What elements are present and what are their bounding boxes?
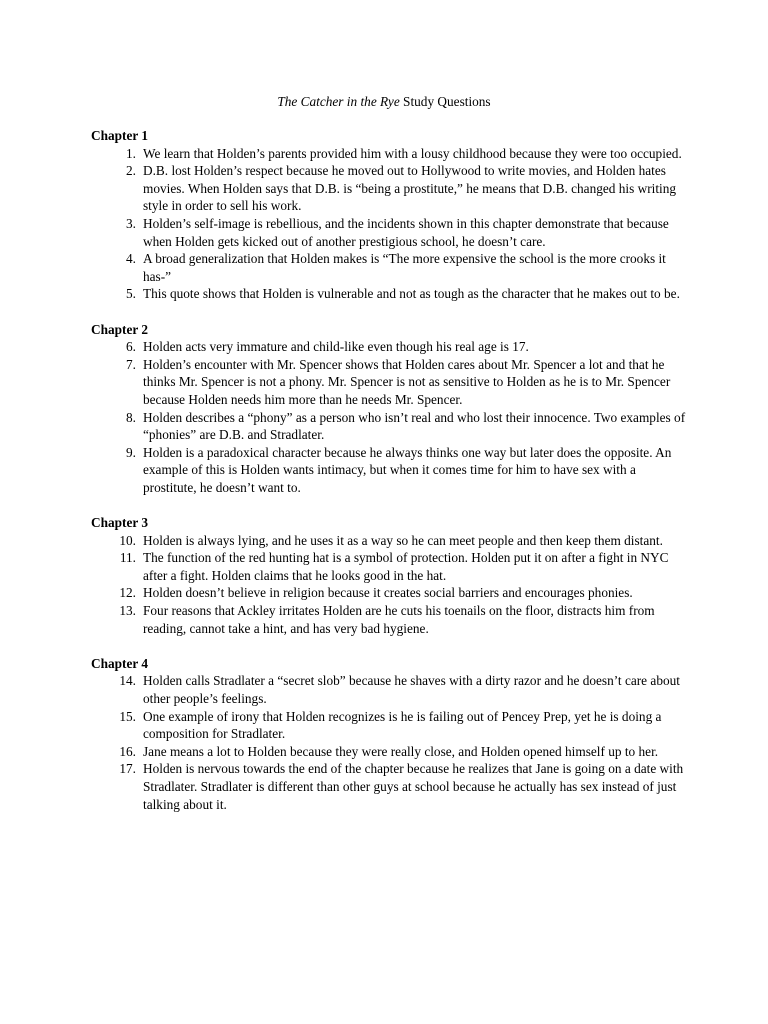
chapter-section: [91, 321, 691, 497]
list-item: [91, 145, 691, 163]
item-text: Jane means a lot to Holden because they were really close, and Holden opened himself up to her.: [143, 743, 659, 759]
list-item: [91, 444, 691, 497]
chapter-section: [91, 514, 691, 637]
question-list: [91, 145, 691, 303]
item-number: 10.: [119, 532, 136, 548]
chapter-heading: Chapter 1: [91, 128, 149, 143]
item-text: Holden describes a “phony” as a person who isn’t real and who lost their innocence. Two examples of “phonies” are D.B. and Stradlater.: [143, 409, 686, 443]
list-item: [91, 602, 691, 637]
chapter-section: [91, 655, 691, 813]
item-text: Holden is nervous towards the end of the chapter because he realizes that Jane is going on a date with Stradlater. Stradlater is different than other guys at school because he actually has sex instead of just talking about it.: [143, 761, 684, 812]
item-number: 4.: [126, 251, 136, 267]
chapter-heading: Chapter 2: [91, 321, 149, 337]
list-item: [91, 532, 691, 550]
item-text: Holden’s self-image is rebellious, and the incidents shown in this chapter demonstrate that because when Holden gets kicked out of another prestigious school, he doesn’t care.: [143, 215, 669, 249]
item-text: Holden’s encounter with Mr. Spencer shows that Holden cares about Mr. Spencer a lot and that he thinks Mr. Spencer is not a phony. Mr. Spencer is not as sensitive to Holden as he is to Mr. Spencer because Holden needs him more than he needs Mr. Spencer.: [143, 356, 671, 407]
document-title: [0, 93, 768, 111]
question-list: [91, 338, 691, 496]
item-number: 12.: [119, 585, 136, 601]
item-text: The function of the red hunting hat is a symbol of protection. Holden put it on after a fight in NYC after a fight. Holden claims that he looks good in the hat.: [143, 550, 669, 583]
chapter-section: [91, 127, 691, 303]
item-number: 17.: [119, 761, 136, 777]
list-item: [91, 285, 691, 303]
document-body: [91, 127, 691, 831]
item-text: One example of irony that Holden recognizes is he is failing out of Pencey Prep, yet he is doing a composition for Stradlater.: [143, 708, 662, 742]
item-text: Four reasons that Ackley irritates Holden are he cuts his toenails on the floor, distracts him from reading, cannot take a hint, and has very bad hygiene.: [143, 603, 655, 636]
item-text: A broad generalization that Holden makes is “The more expensive the school is the more crooks it has-”: [143, 251, 666, 284]
list-item: [91, 338, 691, 356]
item-number: 2.: [126, 163, 136, 179]
list-item: [91, 743, 691, 761]
item-text: Holden acts very immature and child-like even though his real age is 17.: [143, 339, 529, 355]
chapter-heading: Chapter 3: [91, 515, 149, 531]
item-number: 6.: [126, 339, 136, 355]
list-item: [91, 672, 691, 707]
item-text: We learn that Holden’s parents provided him with a lousy childhood because they were too occupied.: [143, 145, 682, 161]
item-text: Holden doesn’t believe in religion because it creates social barriers and encourages phonies.: [143, 585, 633, 601]
item-text: This quote shows that Holden is vulnerable and not as tough as the character that he makes out to be.: [143, 286, 680, 302]
item-text: Holden calls Stradlater a “secret slob” because he shaves with a dirty razor and he doesn’t care about other people’s feelings.: [143, 673, 680, 706]
item-number: 16.: [119, 743, 136, 759]
item-number: 7.: [126, 356, 136, 372]
list-item: [91, 409, 691, 444]
book-title: The Catcher in the Rye: [277, 94, 400, 109]
item-number: 3.: [126, 215, 136, 231]
list-item: [91, 162, 691, 215]
item-number: 14.: [119, 673, 136, 689]
item-text: Holden is always lying, and he uses it as a way so he can meet people and then keep them distant.: [143, 532, 663, 548]
item-number: 11.: [119, 550, 136, 566]
item-number: 15.: [119, 708, 136, 724]
list-item: [91, 250, 691, 285]
item-text: D.B. lost Holden’s respect because he moved out to Hollywood to write movies, and Holden hates movies. When Holden says that D.B. is “being a prostitute,” he means that D.B. changed his writing style in order to sell his work.: [143, 163, 677, 214]
item-number: 8.: [126, 409, 136, 425]
title-suffix: Study Questions: [399, 94, 491, 109]
question-list: [91, 532, 691, 638]
chapter-heading: Chapter 4: [91, 655, 149, 671]
item-number: 5.: [126, 286, 136, 302]
item-number: 1.: [126, 145, 136, 161]
item-text: Holden is a paradoxical character because he always thinks one way but later does the opposite. An example of this is Holden wants intimacy, but when it comes time for him to have sex with a prostitute, he doesn’t want to.: [143, 444, 672, 495]
list-item: [91, 760, 691, 813]
item-number: 9.: [126, 444, 136, 460]
list-item: [91, 215, 691, 250]
list-item: [91, 549, 691, 584]
item-number: 13.: [119, 603, 136, 619]
list-item: [91, 584, 691, 602]
question-list: [91, 672, 691, 813]
list-item: [91, 708, 691, 743]
list-item: [91, 356, 691, 409]
